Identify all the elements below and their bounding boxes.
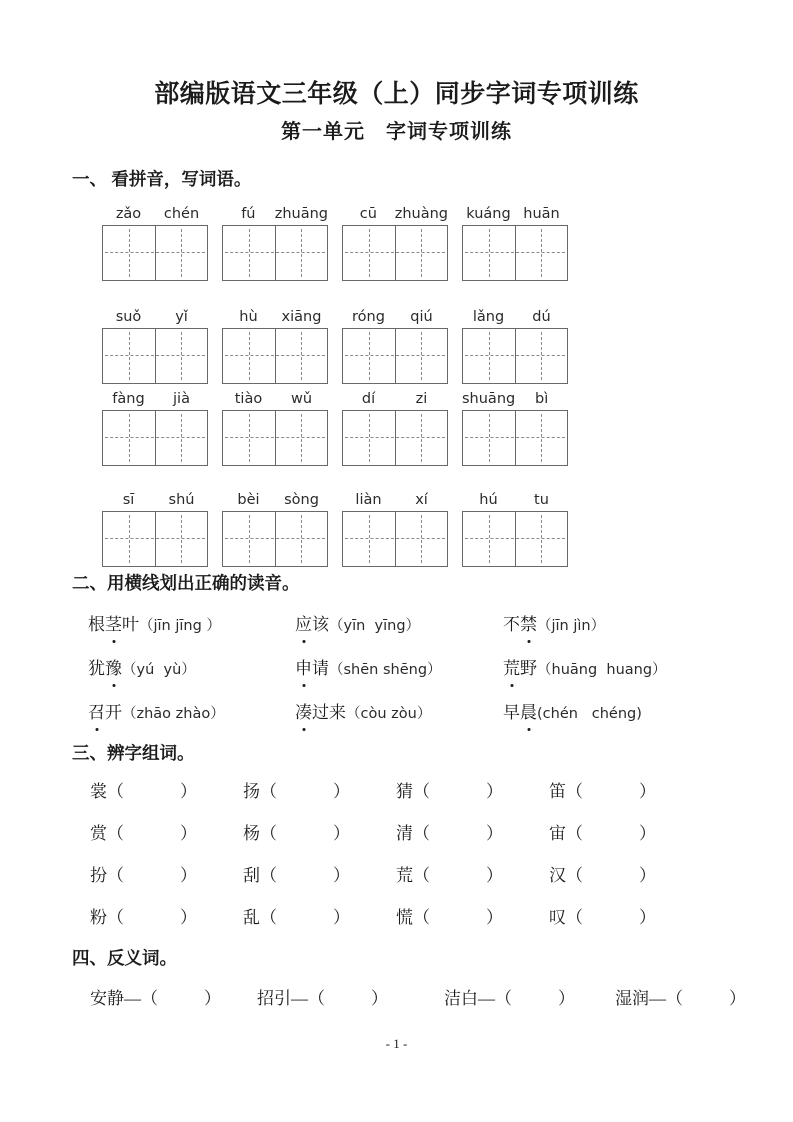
- paren-open: （: [413, 908, 430, 927]
- pinyin-word-group: [462, 202, 568, 281]
- word-formation-item: [396, 821, 549, 847]
- word-formation-item: [243, 863, 396, 889]
- pinyin-syllable: qiú: [410, 309, 433, 325]
- antonym-item: [257, 986, 388, 1012]
- pinyin-syllable: kuáng: [466, 206, 511, 222]
- writing-grid-cell: [223, 512, 275, 566]
- hanzi-char: 笛: [549, 782, 566, 801]
- writing-grid-cell: [515, 329, 568, 383]
- writing-grid-cell: [275, 411, 328, 465]
- hanzi-text: 不: [503, 615, 520, 634]
- writing-grid-cell: [515, 411, 568, 465]
- hanzi-text: 野: [520, 659, 537, 678]
- paren-close: ）: [639, 824, 656, 843]
- word-formation-item: [549, 821, 656, 847]
- paren-close: ）: [486, 782, 503, 801]
- emphasized-char: 荒: [503, 654, 520, 684]
- hanzi-char: 汉: [549, 866, 566, 885]
- writing-grid-cell: [223, 411, 275, 465]
- paren-close: ）: [333, 824, 350, 843]
- pinyin-options: （yú yù）: [122, 662, 196, 678]
- pinyin-syllable: dí: [361, 391, 376, 407]
- word-formation-item: [549, 905, 656, 931]
- pinyin-labels: [462, 488, 568, 508]
- hanzi-char: 乱: [243, 908, 260, 927]
- pronunciation-row: [88, 610, 721, 641]
- paren-open: （: [413, 866, 430, 885]
- pinyin-labels: [102, 488, 208, 508]
- hanzi-char: 清: [396, 824, 413, 843]
- writing-grid-cell: [275, 329, 328, 383]
- pinyin-options: （jīn jìn）: [537, 618, 606, 634]
- pinyin-word-group: [462, 387, 568, 466]
- pinyin-grid-row: [102, 488, 721, 567]
- hanzi-word: 洁白: [444, 989, 478, 1008]
- paren-open: （: [566, 866, 583, 885]
- paren-close: ）: [333, 782, 350, 801]
- pinyin-word-group: [342, 305, 448, 384]
- paren-open: （: [666, 989, 683, 1008]
- pinyin-syllable: xí: [415, 492, 428, 508]
- paren-close: ）: [639, 908, 656, 927]
- paren-close: ）: [486, 824, 503, 843]
- hanzi-text: 根: [88, 615, 105, 634]
- hanzi-text: 该: [312, 615, 329, 634]
- pinyin-syllable: hù: [239, 309, 258, 325]
- word-formation-item: [549, 863, 656, 889]
- pinyin-labels: [102, 387, 208, 407]
- hanzi-char: 扮: [90, 866, 107, 885]
- word-formation-item: [396, 863, 549, 889]
- pinyin-labels: [342, 488, 448, 508]
- paren-close: ）: [333, 866, 350, 885]
- writing-grid-box: [222, 511, 328, 567]
- pronunciation-row: [88, 654, 721, 685]
- paren-open: （: [413, 824, 430, 843]
- hanzi-char: 扬: [243, 782, 260, 801]
- paren-close: ）: [486, 908, 503, 927]
- writing-grid-box: [102, 328, 208, 384]
- paren-close: ）: [639, 782, 656, 801]
- pinyin-syllable: jià: [173, 391, 190, 407]
- emphasized-char: 茎: [105, 610, 122, 640]
- writing-grid-cell: [463, 329, 515, 383]
- hanzi-char: 杨: [243, 824, 260, 843]
- writing-grid-cell: [343, 411, 395, 465]
- hanzi-char: 刮: [243, 866, 260, 885]
- pronunciation-item: [88, 698, 295, 729]
- pinyin-labels: [462, 387, 568, 407]
- writing-grid-box: [102, 410, 208, 466]
- paren-open: （: [260, 824, 277, 843]
- word-formation-item: [243, 779, 396, 805]
- hanzi-char: 猜: [396, 782, 413, 801]
- section4-heading: 四、反义词。: [72, 948, 177, 968]
- paren-open: （: [566, 908, 583, 927]
- pinyin-word-group: [222, 387, 328, 466]
- writing-grid-box: [342, 328, 448, 384]
- writing-grid-box: [102, 225, 208, 281]
- word-formation-item: [243, 821, 396, 847]
- writing-grid-cell: [275, 226, 328, 280]
- pinyin-syllable: xiāng: [281, 309, 322, 325]
- pinyin-syllable: dú: [532, 309, 551, 325]
- pinyin-syllable: zǎo: [115, 206, 142, 222]
- paren-close: ）: [558, 989, 575, 1008]
- hanzi-word: 招引: [257, 989, 291, 1008]
- pronunciation-item: [503, 698, 721, 729]
- pinyin-syllable: zi: [415, 391, 428, 407]
- antonym-item: [615, 986, 746, 1012]
- pinyin-syllable: bèi: [237, 492, 260, 508]
- writing-grid-box: [462, 328, 568, 384]
- section1-heading: 一、 看拼音，写词语。: [72, 169, 252, 189]
- word-formation-item: [90, 821, 243, 847]
- section3-heading: 三、辨字组词。: [72, 743, 195, 763]
- word-formation-row: [90, 863, 721, 889]
- pinyin-syllable: sī: [122, 492, 135, 508]
- hanzi-text: 开: [105, 703, 122, 722]
- paren-open: （: [566, 824, 583, 843]
- pronunciation-item: [88, 654, 295, 685]
- pinyin-syllable: shú: [168, 492, 195, 508]
- hanzi-char: 叹: [549, 908, 566, 927]
- page-title: 部编版语文三年级（上）同步字词专项训练: [154, 81, 639, 108]
- paren-close: ）: [333, 908, 350, 927]
- paren-close: ）: [371, 989, 388, 1008]
- pronunciation-item: [295, 654, 503, 685]
- pinyin-syllable: wǔ: [290, 391, 313, 407]
- pinyin-labels: [222, 202, 328, 222]
- hanzi-char: 赏: [90, 824, 107, 843]
- paren-open: （: [107, 782, 124, 801]
- paren-open: （: [308, 989, 325, 1008]
- writing-grid-cell: [463, 411, 515, 465]
- pinyin-word-group: [342, 488, 448, 567]
- pronunciation-item: [503, 610, 721, 641]
- writing-grid-cell: [515, 226, 568, 280]
- pronunciation-item: [295, 698, 503, 729]
- word-formation-item: [243, 905, 396, 931]
- emphasized-char: 晨: [520, 698, 537, 728]
- paren-close: ）: [180, 824, 197, 843]
- writing-grid-cell: [103, 226, 155, 280]
- writing-grid-box: [342, 410, 448, 466]
- hanzi-word: 安静: [90, 989, 124, 1008]
- pinyin-syllable: lǎng: [472, 309, 505, 325]
- pinyin-word-group: [102, 488, 208, 567]
- writing-grid-box: [222, 410, 328, 466]
- dash: —: [291, 989, 308, 1008]
- pinyin-labels: [102, 202, 208, 222]
- pinyin-labels: [342, 202, 448, 222]
- paren-open: （: [260, 908, 277, 927]
- pinyin-grid-row: [102, 305, 721, 384]
- pinyin-word-group: [462, 488, 568, 567]
- pinyin-word-group: [342, 202, 448, 281]
- writing-grid-cell: [155, 329, 208, 383]
- writing-grid-cell: [463, 512, 515, 566]
- pronunciation-row: [88, 698, 721, 729]
- pinyin-options: （huāng huang）: [537, 662, 667, 678]
- pinyin-word-group: [102, 387, 208, 466]
- word-formation-item: [396, 905, 549, 931]
- writing-grid-cell: [275, 512, 328, 566]
- paren-open: （: [566, 782, 583, 801]
- pinyin-options: （jīn jīng ）: [139, 618, 221, 634]
- pinyin-word-group: [342, 387, 448, 466]
- pinyin-labels: [342, 387, 448, 407]
- writing-grid-cell: [395, 329, 448, 383]
- pinyin-syllable: zhuàng: [394, 206, 448, 222]
- pinyin-grid-row: [102, 387, 721, 466]
- paren-close: ）: [204, 989, 221, 1008]
- writing-grid-cell: [343, 329, 395, 383]
- writing-grid-cell: [155, 512, 208, 566]
- paren-close: ）: [729, 989, 746, 1008]
- paren-open: （: [260, 782, 277, 801]
- pinyin-syllable: shuāng: [462, 391, 516, 407]
- hanzi-text: 过来: [312, 703, 346, 722]
- paren-open: （: [107, 866, 124, 885]
- word-formation-row: [90, 821, 721, 847]
- paren-close: ）: [639, 866, 656, 885]
- pinyin-labels: [222, 488, 328, 508]
- pinyin-word-group: [102, 305, 208, 384]
- hanzi-char: 荒: [396, 866, 413, 885]
- emphasized-char: 召: [88, 698, 105, 728]
- pinyin-labels: [342, 305, 448, 325]
- hanzi-text: 请: [312, 659, 329, 678]
- writing-grid-cell: [395, 226, 448, 280]
- word-formation-row: [90, 905, 721, 931]
- emphasized-char: 申: [295, 654, 312, 684]
- writing-grid-cell: [155, 411, 208, 465]
- emphasized-char: 凑: [295, 698, 312, 728]
- pinyin-options: （zhāo zhào）: [122, 706, 225, 722]
- antonym-item: [90, 986, 221, 1012]
- paren-open: （: [107, 824, 124, 843]
- dash: —: [649, 989, 666, 1008]
- pinyin-syllable: bì: [534, 391, 549, 407]
- pinyin-syllable: huān: [523, 206, 560, 222]
- writing-grid-box: [462, 410, 568, 466]
- hanzi-text: 叶: [122, 615, 139, 634]
- paren-open: （: [107, 908, 124, 927]
- writing-grid-cell: [223, 226, 275, 280]
- hanzi-text: 犹: [88, 659, 105, 678]
- emphasized-char: 禁: [520, 610, 537, 640]
- dash: —: [478, 989, 495, 1008]
- pinyin-labels: [102, 305, 208, 325]
- pinyin-syllable: fàng: [112, 391, 145, 407]
- pinyin-grid-row: [102, 202, 721, 281]
- pinyin-syllable: yǐ: [175, 309, 188, 325]
- hanzi-char: 宙: [549, 824, 566, 843]
- word-formation-row: [90, 779, 721, 805]
- section2-heading: 二、用横线划出正确的读音。: [72, 573, 300, 593]
- paren-close: ）: [180, 908, 197, 927]
- writing-grid-box: [102, 511, 208, 567]
- dash: —: [124, 989, 141, 1008]
- emphasized-char: 应: [295, 610, 312, 640]
- pronunciation-item: [88, 610, 295, 641]
- word-formation-item: [90, 905, 243, 931]
- pinyin-syllable: zhuāng: [274, 206, 328, 222]
- writing-grid-cell: [103, 512, 155, 566]
- antonym-item: [444, 986, 575, 1012]
- hanzi-text: 早: [503, 703, 520, 722]
- pinyin-labels: [222, 387, 328, 407]
- writing-grid-box: [462, 511, 568, 567]
- writing-grid-cell: [343, 226, 395, 280]
- pinyin-syllable: róng: [352, 309, 385, 325]
- hanzi-word: 湿润: [615, 989, 649, 1008]
- paren-open: （: [260, 866, 277, 885]
- hanzi-char: 裳: [90, 782, 107, 801]
- pinyin-options: （còu zòu）: [346, 706, 432, 722]
- writing-grid-box: [342, 225, 448, 281]
- writing-grid-box: [462, 225, 568, 281]
- word-formation-item: [90, 779, 243, 805]
- paren-open: （: [141, 989, 158, 1008]
- pinyin-word-group: [102, 202, 208, 281]
- pronunciation-item: [295, 610, 503, 641]
- writing-grid-cell: [155, 226, 208, 280]
- writing-grid-cell: [515, 512, 568, 566]
- writing-grid-cell: [103, 411, 155, 465]
- paren-close: ）: [486, 866, 503, 885]
- pinyin-syllable: liàn: [355, 492, 382, 508]
- pinyin-word-group: [222, 488, 328, 567]
- pinyin-word-group: [222, 305, 328, 384]
- writing-grid-cell: [395, 411, 448, 465]
- pronunciation-item: [503, 654, 721, 685]
- unit-subtitle: 第一单元 字词专项训练: [281, 121, 512, 143]
- pinyin-syllable: suǒ: [115, 309, 142, 325]
- pinyin-word-group: [462, 305, 568, 384]
- writing-grid-cell: [463, 226, 515, 280]
- page-number: - 1 -: [385, 1036, 408, 1051]
- antonym-row: [90, 986, 746, 1012]
- word-formation-item: [90, 863, 243, 889]
- pinyin-syllable: sòng: [284, 492, 319, 508]
- word-formation-item: [549, 779, 656, 805]
- pinyin-options: （yīn yīng）: [329, 618, 421, 634]
- pinyin-options: （shēn shēng）: [329, 662, 442, 678]
- writing-grid-box: [342, 511, 448, 567]
- paren-open: （: [413, 782, 430, 801]
- word-formation-item: [396, 779, 549, 805]
- writing-grid-cell: [343, 512, 395, 566]
- hanzi-char: 粉: [90, 908, 107, 927]
- pinyin-word-group: [222, 202, 328, 281]
- pinyin-syllable: tu: [534, 492, 549, 508]
- writing-grid-cell: [223, 329, 275, 383]
- pinyin-syllable: fú: [241, 206, 256, 222]
- hanzi-char: 慌: [396, 908, 413, 927]
- pinyin-syllable: tiào: [234, 391, 263, 407]
- emphasized-char: 豫: [105, 654, 122, 684]
- pinyin-labels: [462, 305, 568, 325]
- pinyin-syllable: cū: [359, 206, 377, 222]
- paren-close: ）: [180, 782, 197, 801]
- pinyin-labels: [222, 305, 328, 325]
- pinyin-syllable: hú: [479, 492, 498, 508]
- pinyin-options: (chén chéng): [537, 706, 642, 722]
- writing-grid-cell: [103, 329, 155, 383]
- writing-grid-box: [222, 225, 328, 281]
- paren-close: ）: [180, 866, 197, 885]
- pinyin-syllable: chén: [163, 206, 200, 222]
- writing-grid-box: [222, 328, 328, 384]
- writing-grid-cell: [395, 512, 448, 566]
- pinyin-labels: [462, 202, 568, 222]
- paren-open: （: [495, 989, 512, 1008]
